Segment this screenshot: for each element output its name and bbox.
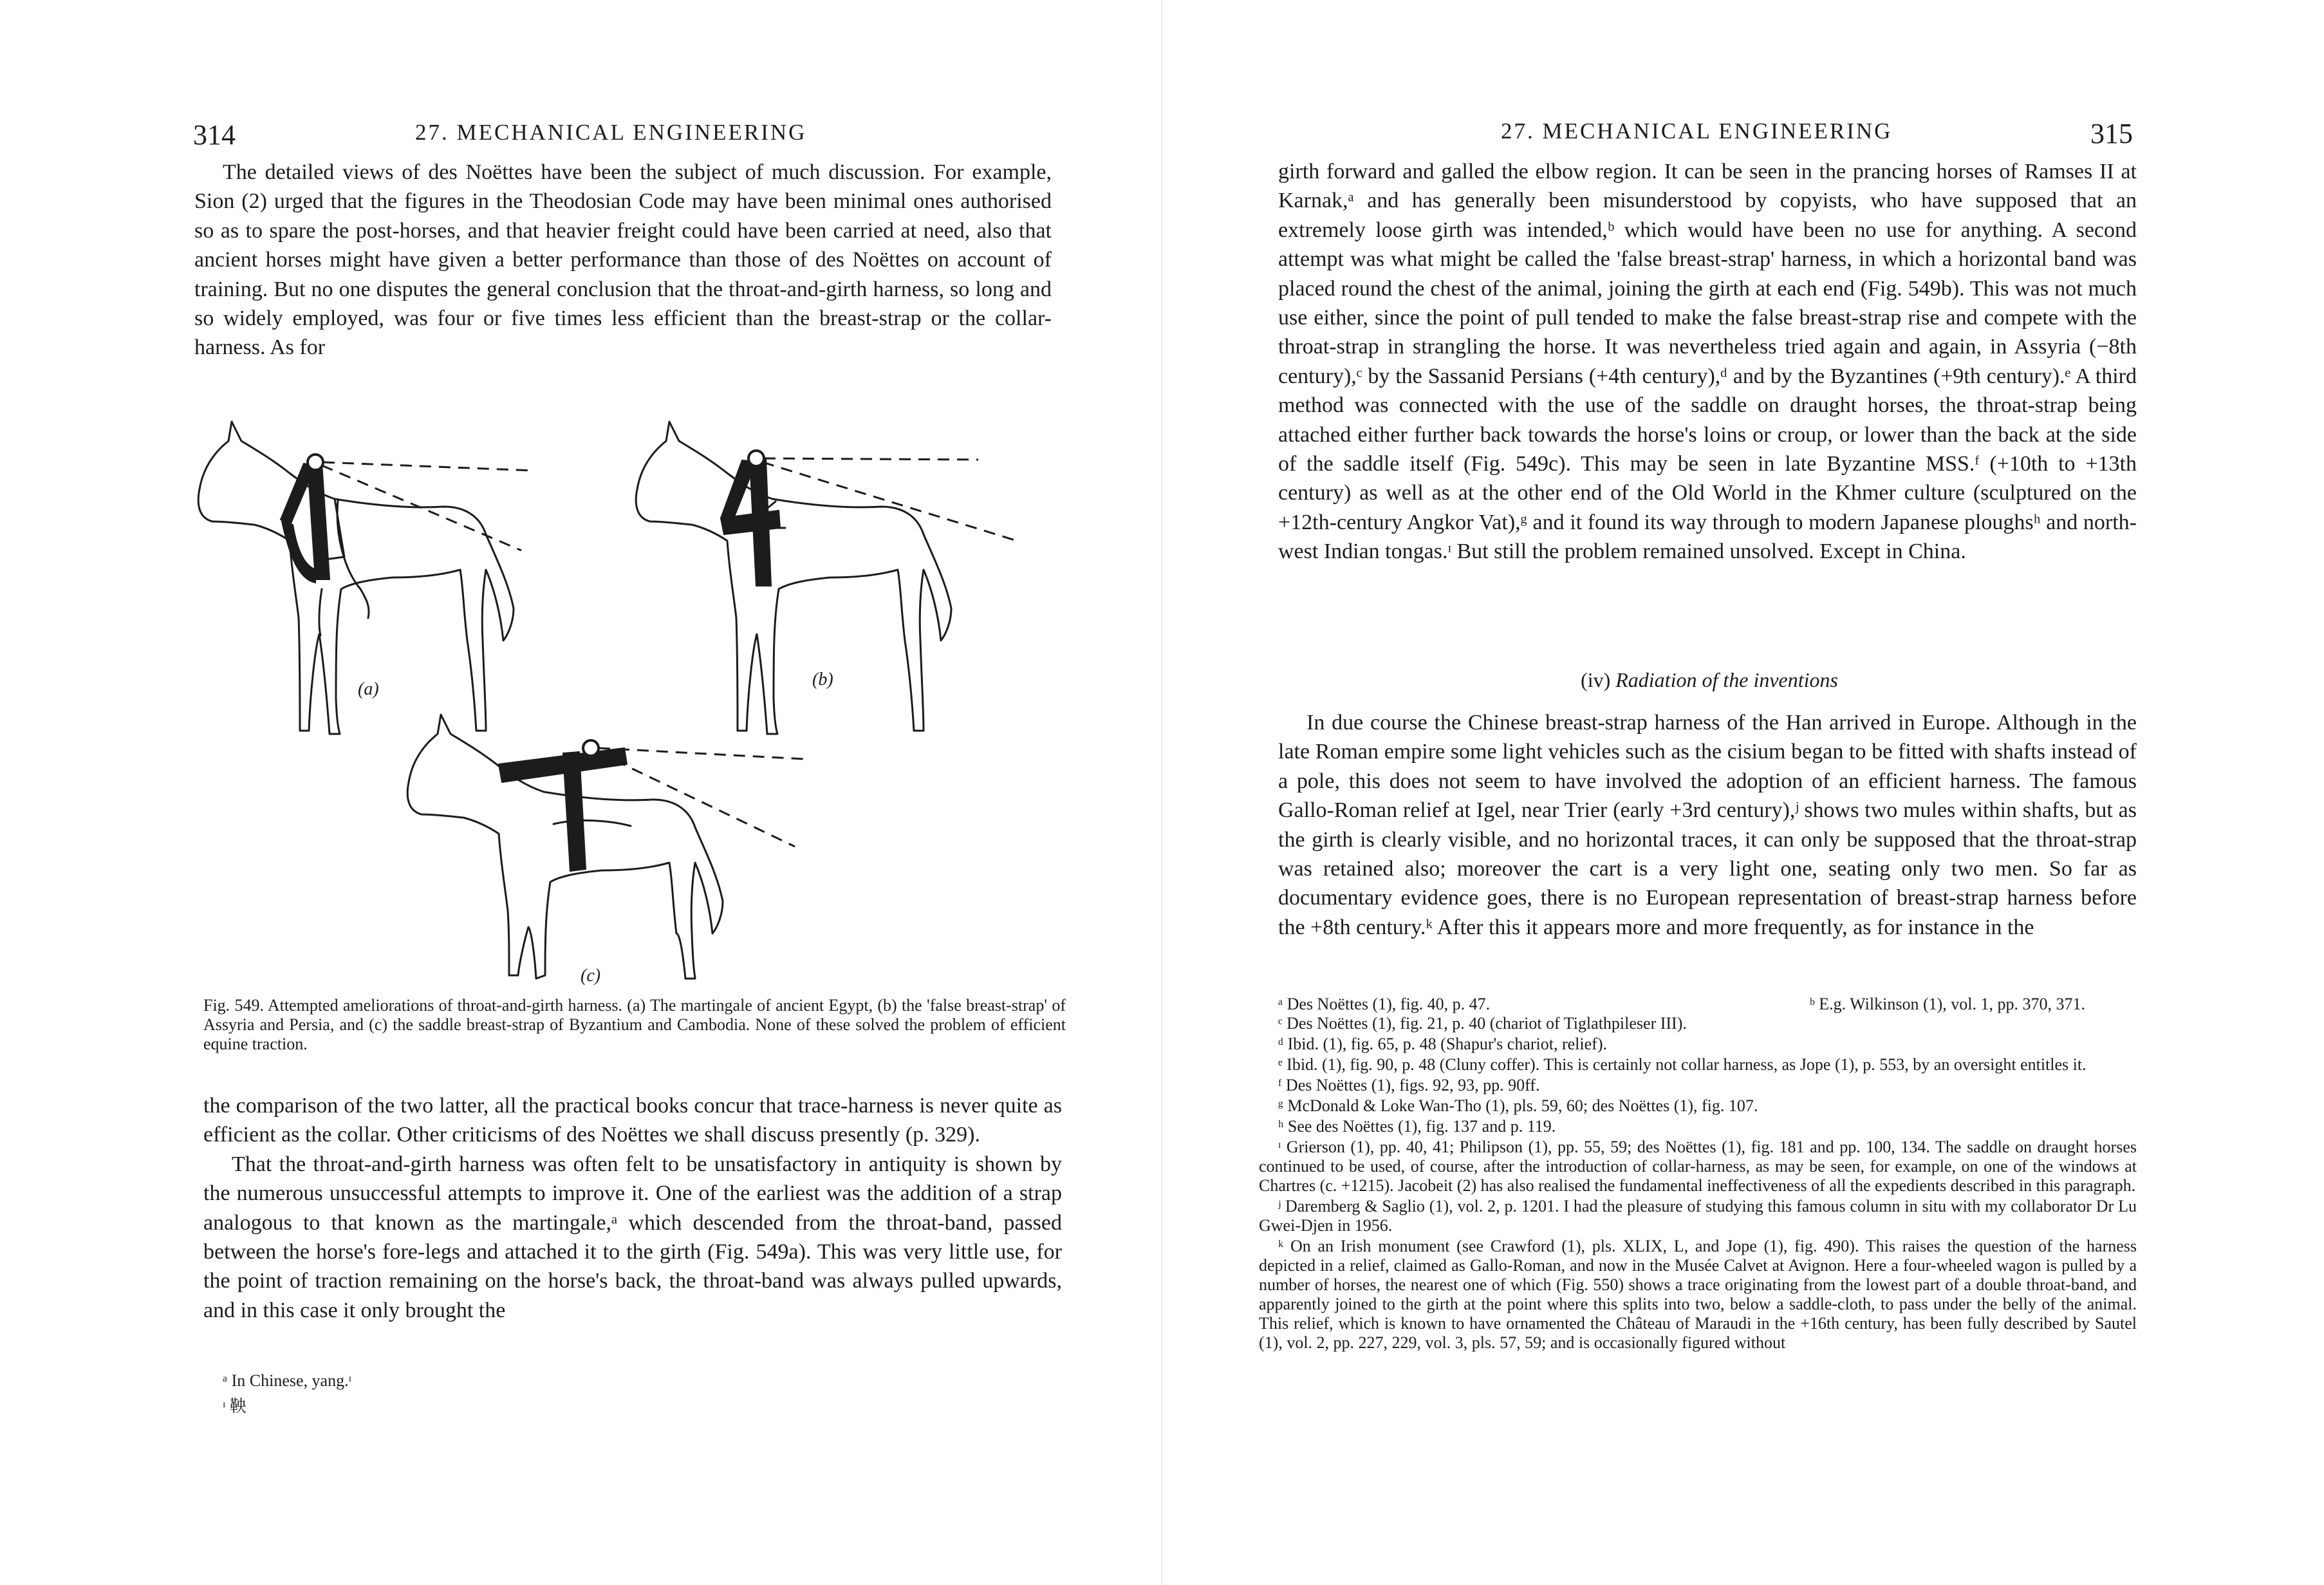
traction-line-horizontal-c [599, 748, 804, 759]
footnote-f: ᶠ Des Noëttes (1), figs. 92, 93, pp. 90ff. [1278, 1076, 1540, 1094]
traction-point-c [583, 740, 599, 756]
traction-line-horizontal-b [764, 458, 978, 460]
footnote-k: ᵏ On an Irish monument (see Crawford (1), pls. XLIX, L, and Jope (1), fig. 490). This raises the question of the harness depicted in a relief, claimed as Gallo-Roman, and now in the Musée Calvet at Avignon. Here a four-wheeled wagon is pulled by a number of horses, the nearest one of which (Fig. 550) shows a trace originating from the lowest part of a double throat-band, and apparently joined to the girth at the point where this splits into two, below a saddle-cloth, to pass under the belly of the animal. This relief, which is known to have ornamented the Château of Maraudi in the +16th century, has been fully described by Sautel (1), vol. 2, pp. 227, 229, vol. 3, pls. 57, 59; and is occasionally figured without [1259, 1237, 2137, 1352]
page-number: 315 [2090, 118, 2133, 149]
right-page [1162, 0, 2324, 1585]
traction-point-b [748, 451, 764, 466]
martingale-strap-a [282, 521, 315, 583]
page-number: 314 [193, 119, 236, 151]
panel-label-a: (a) [358, 679, 379, 699]
footnote-i: ᶦ Grierson (1), pp. 40, 41; Philipson (1), pp. 55, 59; des Noëttes (1), fig. 181 and pp. 100, 134. The saddle on draught horses continued to be used, of course, after the introduction of collar-harness, as may be seen, for example, on one of the windows at Chartres (c. +1215). Jacobeit (2) has also realised the fundamental ineffectiveness of all the expedients described in this paragraph. [1259, 1138, 2137, 1195]
figure-caption: Fig. 549. Attempted ameliorations of throat-and-girth harness. (a) The martingale of ancient Egypt, (b) the 'false breast-strap' of Assyria and Persia, and (c) the saddle breast-strap of Byzantium and Cambodia. None of these solved the problem of efficient equine traction. [203, 996, 1066, 1053]
traction-point-a [308, 455, 323, 470]
paragraph: That the throat-and-girth harness was often felt to be unsatisfactory in antiquity is shown by the numerous unsuccessful attempts to improve it. One of the earliest was the addition of a strap analogous to that known as the martingale,ᵃ which descended from the throat-band, passed between the horse's fore-legs and attached it to the girth (Fig. 549a). This was very little use, for the point of traction remaining on the horse's back, the throat-band was always pulled upwards, and in this case it only brought the [203, 1152, 1062, 1322]
footnote-h: ʰ See des Noëttes (1), fig. 137 and p. 119. [1278, 1117, 1556, 1136]
body-text-top [1278, 157, 2137, 567]
footnote-c: ᶜ Des Noëttes (1), fig. 21, p. 40 (chariot of Tiglathpileser III). [1278, 1014, 1687, 1033]
girth-band-a [308, 463, 330, 579]
panel-label-c: (c) [581, 966, 601, 986]
footnotes [1259, 995, 2137, 1354]
section-number: (iv) [1581, 668, 1611, 691]
footnote-i: ᶦ 鞅 [223, 1397, 246, 1416]
body-text-bottom [203, 1091, 1062, 1325]
body-text-top [194, 158, 1052, 362]
footnote-a: ᵃ Des Noëttes (1), fig. 40, p. 47. [1278, 995, 1491, 1013]
section-heading [1278, 668, 2141, 692]
traction-line-horizontal-a [323, 462, 534, 471]
panel-label-b: (b) [812, 670, 833, 689]
footnote-row [1259, 995, 2137, 1014]
running-head: 27. MECHANICAL ENGINEERING [1501, 118, 1893, 144]
footnote-d: ᵈ Ibid. (1), fig. 65, p. 48 (Shapur's chariot, relief). [1278, 1035, 1607, 1053]
section-title: Radiation of the inventions [1615, 668, 1838, 691]
paragraph: the comparison of the two latter, all the practical books concur that trace-harness is never quite as efficient as the collar. Other criticisms of des Noëttes we shall discuss presently (p. 329). [203, 1094, 1062, 1147]
footnotes [203, 1371, 847, 1418]
footnote-g: ᵍ McDonald & Loke Wan-Tho (1), pls. 59, 60; des Noëttes (1), fig. 107. [1278, 1096, 1758, 1115]
body-text-bottom [1278, 708, 2137, 942]
footnote-j: ʲ Daremberg & Saglio (1), vol. 2, p. 1201. I had the pleasure of studying this famous column in situ with my collaborator Dr Lu Gwei-Djen in 1956. [1259, 1197, 2137, 1235]
figure-549-drawing [161, 396, 1075, 988]
horse-b [636, 422, 951, 734]
footnote-b: ᵇ E.g. Wilkinson (1), vol. 1, pp. 370, 371. [1809, 995, 2085, 1013]
figure-549 [161, 396, 1075, 988]
footnote-a: ᵃ In Chinese, yang.ᶦ [223, 1371, 351, 1390]
running-head: 27. MECHANICAL ENGINEERING [415, 120, 807, 145]
traction-line-diagonal-b [763, 462, 1017, 541]
paragraph: The detailed views of des Noëttes have been the subject of much discussion. For example, Sion (2) urged that the figures in the Theodosian Code may have been minimal ones authorised so as to spare the post-horses, and that heavier freight could have been carried at need, also that ancient horses might have given a better performance than those of des Noëttes on account of training. But no one disputes the general conclusion that the throat-and-girth harness, so long and so widely employed, was four or five times less efficient than the breast-strap or the collar-harness. As for [194, 160, 1052, 360]
paragraph: In due course the Chinese breast-strap harness of the Han arrived in Europe. Although in the late Roman empire some light vehicles such as the cisium began to be fitted with shafts instead of a pole, this does not seem to have involved the adoption of an efficient harness. The famous Gallo-Roman relief at Igel, near Trier (early +3rd century),ʲ shows two mules within shafts, but as the girth is clearly visible, and no horizontal traces, it can only be supposed that the throat-strap was retained also; moreover the cart is a very light one, seating only two men. So far as documentary evidence goes, there is no European representation of breast-strap harness before the +8th century.ᵏ After this it appears more and more frequently, as for instance in the [1278, 711, 2137, 939]
paragraph: girth forward and galled the elbow region. It can be seen in the prancing horses of Ramses II at Karnak,ᵃ and has generally been misunderstood by copyists, who have supposed that an extremely loose girth was intended,ᵇ which would have been no use for anything. A second attempt was what might be called the 'false breast-strap' harness, in which a horizontal band was placed round the chest of the animal, joining the girth at each end (Fig. 549b). This was not much use either, since the point of pull tended to make the false breast-strap rise and compete with the throat-strap in strangling the horse. It was nevertheless tried again and again, in Assyria (−8th century),ᶜ by the Sassanid Persians (+4th century),ᵈ and by the Byzantines (+9th century).ᵉ A third method was connected with the use of the saddle on draught horses, the throat-strap being attached either further back towards the horse's loins or croup, or lower than the back at the side of the saddle itself (Fig. 549c). This may be seen in late Byzantine MSS.ᶠ (+10th to +13th century) as well as at the other end of the Old World in the Khmer culture (sculptured on the +12th-century Angkor Vat),ᵍ and it found its way through to modern Japanese ploughsʰ and north-west Indian tongas.ᶦ But still the problem remained unsolved. Except in China. [1278, 160, 2137, 564]
footnote-e: ᵉ Ibid. (1), fig. 90, p. 48 (Cluny coffer). This is certainly not collar harness, as Jope (1), p. 553, by an oversight entitles it. [1278, 1055, 2087, 1074]
